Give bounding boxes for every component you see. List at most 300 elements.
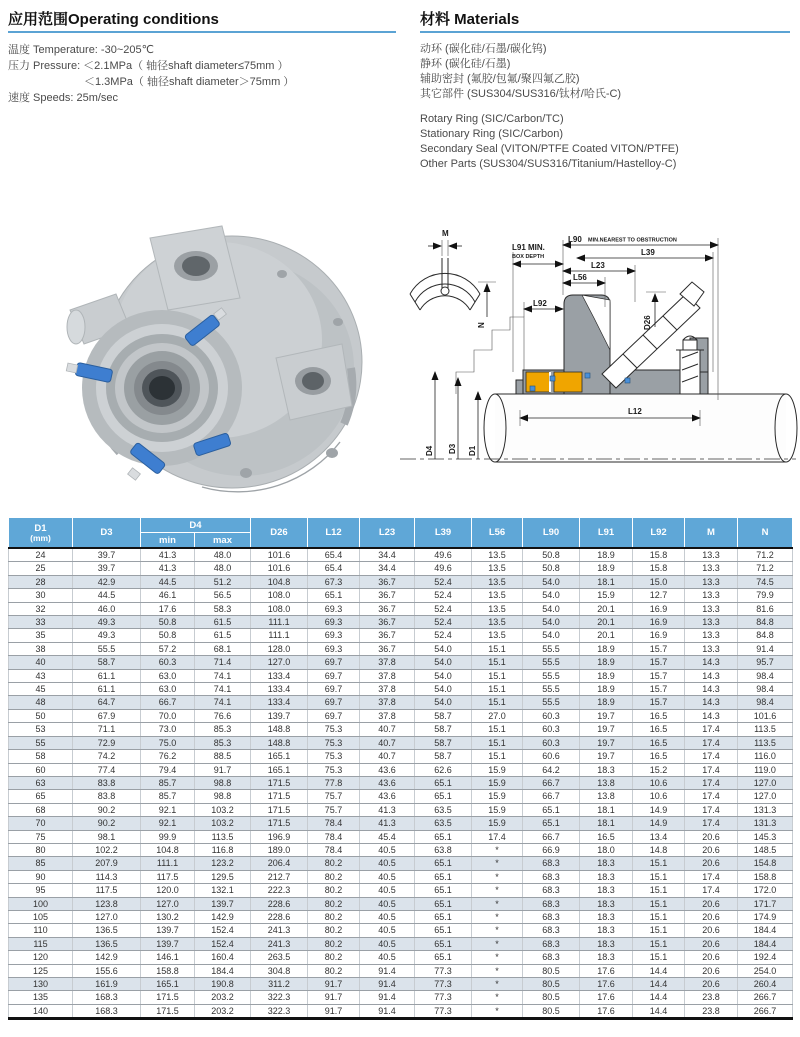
- table-cell: 36.7: [360, 629, 415, 642]
- table-cell: 104.8: [251, 575, 308, 588]
- table-cell: 116.8: [195, 843, 251, 856]
- l90-label: L90: [568, 235, 582, 244]
- table-cell: 15.8: [633, 548, 685, 562]
- table-cell: 114.3: [73, 870, 141, 883]
- table-cell: 168.3: [73, 991, 141, 1004]
- table-cell: 40.5: [360, 870, 415, 883]
- table-cell: 40.5: [360, 843, 415, 856]
- table-cell: 90.2: [73, 803, 141, 816]
- table-cell: 18.9: [580, 642, 633, 655]
- table-cell: 40.7: [360, 736, 415, 749]
- table-cell: 15.2: [633, 763, 685, 776]
- table-cell: 18.9: [580, 548, 633, 562]
- table-row: [9, 629, 793, 642]
- table-cell: 19.7: [580, 723, 633, 736]
- table-cell: 78.4: [308, 817, 360, 830]
- table-cell: 101.6: [251, 562, 308, 575]
- table-cell: 139.7: [141, 937, 195, 950]
- l23-label: L23: [591, 261, 605, 270]
- table-cell: 55.5: [523, 656, 580, 669]
- table-cell: 117.5: [73, 884, 141, 897]
- table-cell: 260.4: [738, 978, 793, 991]
- table-cell: 20.6: [685, 857, 738, 870]
- table-cell: 55.5: [523, 669, 580, 682]
- table-cell: 80.5: [523, 978, 580, 991]
- table-cell: 20.1: [580, 629, 633, 642]
- table-cell: 54.0: [415, 669, 472, 682]
- table-cell: 75.3: [308, 750, 360, 763]
- table-cell: 80.5: [523, 964, 580, 977]
- table-cell: 69.7: [308, 683, 360, 696]
- l12-label: L12: [628, 407, 642, 416]
- table-cell: 15.1: [472, 683, 523, 696]
- table-row: [9, 589, 793, 602]
- stationary-ring-cn: 静环 (碳化硅/石墨): [420, 58, 511, 70]
- table-cell: 39.7: [73, 562, 141, 575]
- table-cell: 111.1: [251, 629, 308, 642]
- table-row: [9, 790, 793, 803]
- table-cell: 111.1: [141, 857, 195, 870]
- table-cell: 20.6: [685, 843, 738, 856]
- table-cell: 74.2: [73, 750, 141, 763]
- col-header-l39: L39: [415, 518, 472, 549]
- table-cell: 65: [9, 790, 73, 803]
- table-cell: 168.3: [73, 1004, 141, 1018]
- table-cell: 74.1: [195, 696, 251, 709]
- table-cell: 76.6: [195, 709, 251, 722]
- table-cell: 13.5: [472, 602, 523, 615]
- table-cell: 51.2: [195, 575, 251, 588]
- table-cell: 15.1: [633, 937, 685, 950]
- table-row: [9, 548, 793, 562]
- table-cell: 98.8: [195, 790, 251, 803]
- table-cell: 13.3: [685, 616, 738, 629]
- table-cell: 113.5: [195, 830, 251, 843]
- l39-label: L39: [641, 248, 655, 257]
- table-cell: 50.8: [141, 629, 195, 642]
- table-row: [9, 817, 793, 830]
- table-cell: 75.3: [308, 763, 360, 776]
- materials-title: 材料 Materials: [420, 11, 520, 28]
- table-cell: 65.4: [308, 562, 360, 575]
- table-cell: 91.7: [308, 991, 360, 1004]
- table-row: [9, 830, 793, 843]
- table-row: [9, 723, 793, 736]
- table-row: [9, 884, 793, 897]
- d1-header-unit: (mm): [30, 532, 51, 543]
- table-cell: 85.3: [195, 736, 251, 749]
- table-cell: 69.3: [308, 616, 360, 629]
- table-cell: 18.0: [580, 843, 633, 856]
- table-cell: 74.1: [195, 683, 251, 696]
- table-cell: 60.3: [523, 736, 580, 749]
- table-cell: 15.1: [472, 656, 523, 669]
- table-cell: 266.7: [738, 991, 793, 1004]
- table-cell: 171.5: [251, 776, 308, 789]
- table-cell: 16.5: [633, 723, 685, 736]
- table-cell: 80.2: [308, 870, 360, 883]
- table-cell: 120.0: [141, 884, 195, 897]
- table-cell: 69.7: [308, 709, 360, 722]
- table-cell: 80.2: [308, 924, 360, 937]
- table-cell: 55.5: [73, 642, 141, 655]
- table-cell: 18.3: [580, 910, 633, 923]
- table-cell: 165.1: [141, 978, 195, 991]
- table-cell: 146.1: [141, 951, 195, 964]
- table-cell: 103.2: [195, 803, 251, 816]
- table-cell: 98.8: [195, 776, 251, 789]
- table-cell: *: [472, 951, 523, 964]
- table-cell: 15.7: [633, 683, 685, 696]
- table-cell: 155.6: [73, 964, 141, 977]
- table-cell: 91.4: [360, 991, 415, 1004]
- table-cell: 20.6: [685, 897, 738, 910]
- table-cell: 36.7: [360, 589, 415, 602]
- table-cell: 116.0: [738, 750, 793, 763]
- table-cell: 12.7: [633, 589, 685, 602]
- table-cell: 65.4: [308, 548, 360, 562]
- table-cell: 142.9: [195, 910, 251, 923]
- table-cell: 84.8: [738, 629, 793, 642]
- table-cell: 140: [9, 1004, 73, 1018]
- table-cell: 77.3: [415, 964, 472, 977]
- rotary-ring-cn: 动环 (碳化硅/石墨/碳化钨): [420, 43, 547, 55]
- col-header-n: N: [738, 518, 793, 549]
- table-cell: 129.5: [195, 870, 251, 883]
- table-cell: 71.4: [195, 656, 251, 669]
- table-cell: 105: [9, 910, 73, 923]
- col-header-d4-min: min: [141, 533, 195, 549]
- d26-label: D26: [643, 315, 652, 330]
- table-cell: 13.3: [685, 548, 738, 562]
- table-cell: 50.8: [523, 562, 580, 575]
- table-cell: 65.1: [523, 817, 580, 830]
- table-cell: 60.3: [141, 656, 195, 669]
- table-cell: 127.0: [738, 776, 793, 789]
- rotary-ring-en: Rotary Ring (SIC/Carbon/TC): [420, 113, 564, 125]
- table-row: [9, 776, 793, 789]
- table-cell: 65.1: [415, 884, 472, 897]
- table-cell: 100: [9, 897, 73, 910]
- table-cell: 52.4: [415, 589, 472, 602]
- table-cell: 13.3: [685, 629, 738, 642]
- table-cell: 203.2: [195, 991, 251, 1004]
- table-cell: 14.3: [685, 669, 738, 682]
- table-cell: 66.7: [523, 790, 580, 803]
- table-cell: 52.4: [415, 575, 472, 588]
- table-cell: 38: [9, 642, 73, 655]
- table-cell: 17.4: [685, 803, 738, 816]
- table-cell: 36.7: [360, 575, 415, 588]
- table-cell: 52.4: [415, 616, 472, 629]
- table-cell: 113.5: [738, 723, 793, 736]
- table-cell: 15.1: [633, 884, 685, 897]
- table-cell: 55.5: [523, 642, 580, 655]
- table-cell: 14.3: [685, 709, 738, 722]
- table-cell: 80.2: [308, 897, 360, 910]
- table-cell: 76.2: [141, 750, 195, 763]
- table-cell: 23.8: [685, 991, 738, 1004]
- table-cell: 10.6: [633, 790, 685, 803]
- table-cell: 127.0: [141, 897, 195, 910]
- table-row: [9, 910, 793, 923]
- table-cell: 69.7: [308, 696, 360, 709]
- table-cell: 68.3: [523, 857, 580, 870]
- table-cell: 85.3: [195, 723, 251, 736]
- table-cell: 148.8: [251, 723, 308, 736]
- table-row: [9, 897, 793, 910]
- table-cell: 30: [9, 589, 73, 602]
- table-cell: 17.4: [685, 790, 738, 803]
- table-cell: 68.3: [523, 884, 580, 897]
- table-cell: 15.1: [633, 910, 685, 923]
- table-row: [9, 562, 793, 575]
- table-cell: 98.4: [738, 683, 793, 696]
- table-cell: 75.0: [141, 736, 195, 749]
- table-cell: 36.7: [360, 642, 415, 655]
- table-cell: 65.1: [523, 803, 580, 816]
- table-cell: 73.0: [141, 723, 195, 736]
- table-row: [9, 642, 793, 655]
- table-row: [9, 870, 793, 883]
- temperature-line: 温度 Temperature: -30~205℃: [8, 44, 154, 56]
- speeds-line: 速度 Speeds: 25m/sec: [8, 92, 119, 104]
- table-cell: 14.3: [685, 696, 738, 709]
- table-cell: 62.6: [415, 763, 472, 776]
- table-cell: 131.3: [738, 817, 793, 830]
- table-cell: 13.5: [472, 589, 523, 602]
- table-cell: *: [472, 937, 523, 950]
- table-cell: 311.2: [251, 978, 308, 991]
- table-cell: 17.6: [580, 1004, 633, 1018]
- d1-label: D1: [468, 445, 477, 456]
- table-cell: 85.7: [141, 790, 195, 803]
- table-cell: 60.6: [523, 750, 580, 763]
- l91-note: BOX DEPTH: [512, 254, 545, 260]
- table-cell: *: [472, 843, 523, 856]
- table-cell: 79.4: [141, 763, 195, 776]
- table-cell: 61.1: [73, 683, 141, 696]
- col-header-l91: L91: [580, 518, 633, 549]
- table-cell: 241.3: [251, 937, 308, 950]
- table-cell: 18.9: [580, 669, 633, 682]
- table-cell: 40.5: [360, 884, 415, 897]
- table-cell: 99.9: [141, 830, 195, 843]
- table-cell: 58.7: [73, 656, 141, 669]
- table-cell: 20.6: [685, 964, 738, 977]
- table-cell: 68: [9, 803, 73, 816]
- table-row: [9, 1004, 793, 1018]
- table-cell: 17.4: [472, 830, 523, 843]
- table-cell: 128.0: [251, 642, 308, 655]
- table-cell: 13.5: [472, 562, 523, 575]
- table-cell: 65.1: [308, 589, 360, 602]
- table-cell: 13.5: [472, 629, 523, 642]
- table-cell: 13.3: [685, 575, 738, 588]
- table-cell: 36.7: [360, 602, 415, 615]
- table-cell: 23.8: [685, 1004, 738, 1018]
- table-cell: 37.8: [360, 669, 415, 682]
- table-cell: 15.1: [633, 924, 685, 937]
- table-cell: 60: [9, 763, 73, 776]
- table-header: [9, 518, 793, 549]
- table-cell: 171.5: [141, 1004, 195, 1018]
- table-cell: *: [472, 991, 523, 1004]
- table-row: [9, 803, 793, 816]
- table-cell: 127.0: [73, 910, 141, 923]
- table-cell: 70: [9, 817, 73, 830]
- table-cell: 55: [9, 736, 73, 749]
- table-cell: 161.9: [73, 978, 141, 991]
- other-parts-en: Other Parts (SUS304/SUS316/Titanium/Hastelloy-C): [420, 158, 677, 170]
- table-cell: 98.1: [73, 830, 141, 843]
- table-cell: *: [472, 978, 523, 991]
- table-cell: 67.9: [73, 709, 141, 722]
- table-cell: 72.9: [73, 736, 141, 749]
- table-cell: 171.7: [738, 897, 793, 910]
- table-cell: 45: [9, 683, 73, 696]
- table-cell: 14.9: [633, 803, 685, 816]
- table-cell: 65.1: [415, 776, 472, 789]
- table-cell: 158.8: [738, 870, 793, 883]
- col-header-d4-max: max: [195, 533, 251, 549]
- table-cell: 18.3: [580, 763, 633, 776]
- materials-title-rule: [420, 31, 790, 33]
- table-cell: 54.0: [415, 656, 472, 669]
- table-cell: 68.3: [523, 937, 580, 950]
- table-cell: 18.3: [580, 937, 633, 950]
- secondary-seal-en: Secondary Seal (VITON/PTFE Coated VITON/PTFE): [420, 143, 679, 155]
- product-photo: [50, 210, 370, 505]
- table-cell: 66.7: [523, 776, 580, 789]
- l91-label: L91 MIN.: [512, 243, 545, 252]
- table-cell: 68.3: [523, 951, 580, 964]
- table-cell: 171.5: [141, 991, 195, 1004]
- table-cell: 53: [9, 723, 73, 736]
- table-cell: 135: [9, 991, 73, 1004]
- table-cell: 13.3: [685, 589, 738, 602]
- table-cell: 17.6: [580, 964, 633, 977]
- table-cell: 65.1: [415, 790, 472, 803]
- m-label: M: [442, 229, 449, 238]
- table-cell: 139.7: [251, 709, 308, 722]
- col-header-d26: D26: [251, 518, 308, 549]
- table-row: [9, 978, 793, 991]
- table-cell: 90.2: [73, 817, 141, 830]
- table-cell: 40.7: [360, 750, 415, 763]
- table-cell: 54.0: [415, 642, 472, 655]
- table-cell: 40.5: [360, 924, 415, 937]
- table-cell: 160.4: [195, 951, 251, 964]
- table-cell: *: [472, 924, 523, 937]
- table-cell: 102.2: [73, 843, 141, 856]
- d4-label: D4: [425, 445, 434, 456]
- table-cell: 17.6: [580, 978, 633, 991]
- table-cell: 80.2: [308, 857, 360, 870]
- table-cell: 189.0: [251, 843, 308, 856]
- table-cell: 65.1: [415, 830, 472, 843]
- table-cell: 91.7: [195, 763, 251, 776]
- table-cell: 78.4: [308, 830, 360, 843]
- table-cell: *: [472, 884, 523, 897]
- table-cell: 54.0: [523, 629, 580, 642]
- table-cell: 15.9: [472, 776, 523, 789]
- table-cell: 16.9: [633, 602, 685, 615]
- table-cell: 40.7: [360, 723, 415, 736]
- table-row: [9, 616, 793, 629]
- table-cell: 27.0: [472, 709, 523, 722]
- table-cell: 41.3: [360, 817, 415, 830]
- table-cell: 133.4: [251, 669, 308, 682]
- table-cell: 63.0: [141, 669, 195, 682]
- table-cell: 15.1: [472, 642, 523, 655]
- table-cell: 43.6: [360, 763, 415, 776]
- pressure-line-1: 压力 Pressure: ＜2.1MPa（ 轴径shaft diameter≤75mm ）: [8, 60, 289, 72]
- operating-title-rule: [8, 31, 396, 33]
- table-cell: 91.4: [738, 642, 793, 655]
- table-cell: 20.1: [580, 602, 633, 615]
- table-cell: 54.0: [523, 602, 580, 615]
- table-cell: 15.8: [633, 562, 685, 575]
- col-header-l92: L92: [633, 518, 685, 549]
- table-cell: 61.5: [195, 616, 251, 629]
- table-cell: 66.9: [523, 843, 580, 856]
- table-cell: 127.0: [738, 790, 793, 803]
- table-cell: 33: [9, 616, 73, 629]
- table-row: [9, 951, 793, 964]
- table-cell: 58.7: [415, 750, 472, 763]
- dimension-table: [8, 517, 793, 1020]
- table-cell: 63.5: [415, 803, 472, 816]
- table-cell: 69.3: [308, 642, 360, 655]
- table-cell: 13.8: [580, 776, 633, 789]
- table-cell: 68.3: [523, 924, 580, 937]
- table-cell: 148.8: [251, 736, 308, 749]
- table-row: [9, 937, 793, 950]
- table-cell: 228.6: [251, 910, 308, 923]
- table-cell: 142.9: [73, 951, 141, 964]
- table-cell: *: [472, 1004, 523, 1018]
- table-cell: 49.3: [73, 616, 141, 629]
- stationary-ring-en: Stationary Ring (SIC/Carbon): [420, 128, 564, 140]
- table-cell: 91.4: [360, 1004, 415, 1018]
- table-cell: 77.3: [415, 1004, 472, 1018]
- table-cell: 43: [9, 669, 73, 682]
- table-cell: 172.0: [738, 884, 793, 897]
- table-cell: 130: [9, 978, 73, 991]
- table-cell: 15.9: [472, 803, 523, 816]
- table-cell: 133.4: [251, 696, 308, 709]
- table-cell: 304.8: [251, 964, 308, 977]
- table-cell: 67.3: [308, 575, 360, 588]
- table-cell: 36.7: [360, 616, 415, 629]
- table-cell: 17.4: [685, 763, 738, 776]
- table-cell: 13.5: [472, 575, 523, 588]
- table-cell: 152.4: [195, 924, 251, 937]
- table-cell: 15.9: [472, 790, 523, 803]
- table-cell: 13.5: [472, 548, 523, 562]
- table-cell: 43.6: [360, 776, 415, 789]
- table-cell: 110: [9, 924, 73, 937]
- table-cell: 15.7: [633, 642, 685, 655]
- table-cell: 68.3: [523, 897, 580, 910]
- table-cell: 263.5: [251, 951, 308, 964]
- d1-header-text: D1: [34, 522, 47, 534]
- table-cell: 15.1: [633, 897, 685, 910]
- table-cell: 58: [9, 750, 73, 763]
- table-row: [9, 750, 793, 763]
- table-cell: 42.9: [73, 575, 141, 588]
